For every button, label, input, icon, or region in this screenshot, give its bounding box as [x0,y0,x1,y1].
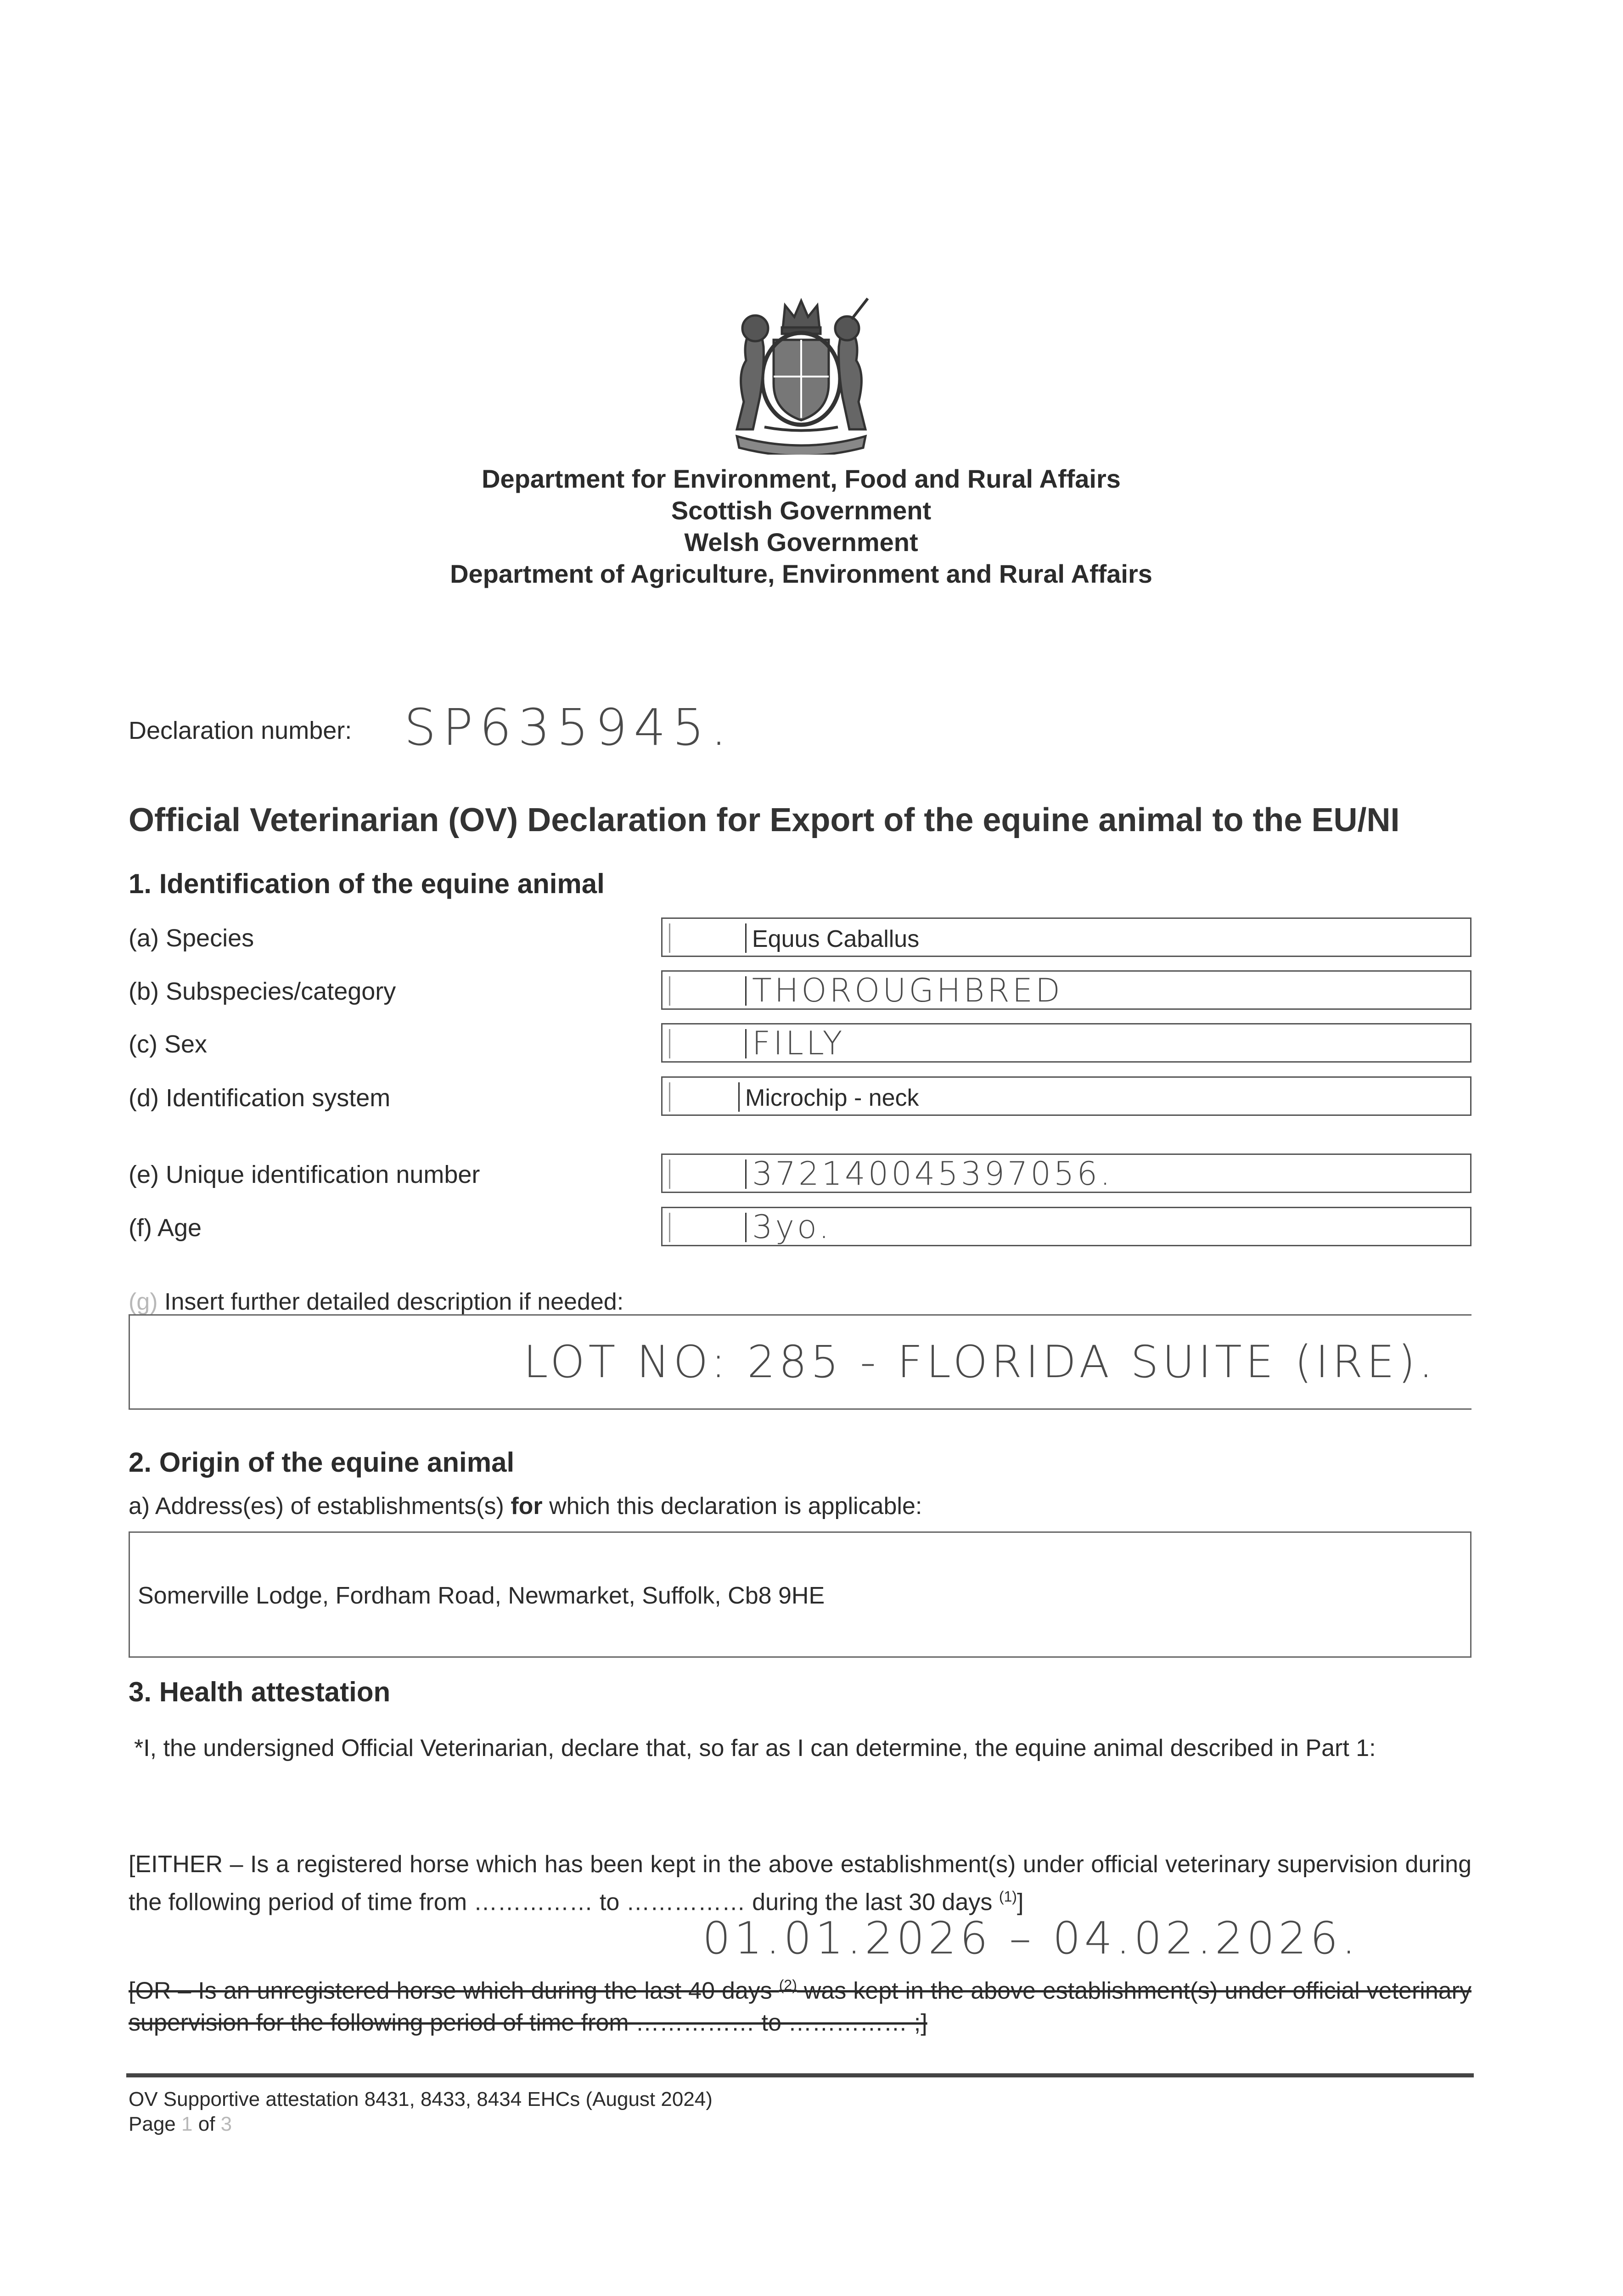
sex-field[interactable] [661,1023,1471,1063]
further-description-text: Insert further detailed description if needed: [164,1289,624,1315]
species-field[interactable] [661,917,1471,957]
declaration-number-label: Declaration number: [129,717,352,744]
footer-attestation-reference: OV Supportive attestation 8431, 8433, 8434 EHCs (August 2024) [129,2088,713,2110]
or-clause-struck: [OR – Is an unregistered horse which during the last 40 days $^{(2)}$ was kept in the above establishment(s) under official veterinary supervision for the following period of time from …………… to …………… ;] [129,1977,1471,2037]
identification-system-label: (d) Identification system [129,1084,391,1112]
further-description-prefix: (g) [129,1289,158,1315]
age-field[interactable] [661,1207,1471,1246]
section-3-heading: 3. Health attestation [129,1677,391,1707]
royal-coat-of-arms-icon [709,296,893,455]
sex-label: (c) Sex [129,1030,208,1058]
age-label: (f) Age [129,1214,202,1242]
species-value: Equus Caballus [752,926,920,952]
species-label: (a) Species [129,924,254,952]
age-value: 3yo. [752,1208,832,1246]
further-description-value: LOT NO: 285 - FLORIDA SUITE (IRE). [523,1336,1437,1388]
section-1-heading: 1. Identification of the equine animal [129,868,605,899]
subspecies-value: THOROUGHBRED [752,972,1063,1009]
establishment-address-value: Somerville Lodge, Fordham Road, Newmarket, Suffolk, Cb8 9HE [138,1582,825,1609]
unique-id-label: (e) Unique identification number [129,1161,480,1188]
subspecies-label: (b) Subspecies/category [129,978,396,1005]
health-attestation-intro: *I, the undersigned Official Veterinarian, declare that, so far as I can determine, the equine animal described in Part 1: [134,1735,1376,1761]
document-title: Official Veterinarian (OV) Declaration for Export of the equine animal to the EU/NI [129,802,1400,838]
unique-id-value: 372140045397056. [752,1155,1113,1193]
establishment-address-label: a) Address(es) of establishments(s) for which this declaration is applicable: [129,1493,922,1519]
unique-id-field[interactable] [661,1154,1471,1193]
department-daera: Department of Agriculture, Environment and Rural Affairs [450,559,1152,588]
further-description-label [129,1288,623,1316]
declaration-number-value[interactable]: SP635945. [404,698,734,757]
footer [129,2087,713,2137]
footer-divider [126,2073,1474,2077]
subspecies-field[interactable] [661,970,1471,1010]
department-defra: Department for Environment, Food and Rural Affairs [482,464,1121,493]
page-indicator: Page 1 of 3 [129,2113,232,2135]
identification-system-value: Microchip - neck [745,1085,919,1111]
identification-system-field[interactable] [661,1076,1471,1116]
department-welsh-government: Welsh Government [684,528,918,557]
section-2-heading: 2. Origin of the equine animal [129,1447,515,1478]
either-clause: [EITHER – Is a registered horse which has been kept in the above establishment(s) under official veterinary supervision during the following period of time from …………… to …………… during the last 30 days $^{(1)}$] [129,1851,1471,1916]
supervision-dates-value[interactable]: 01.01.2026 – 04.02.2026. [702,1913,1359,1964]
department-scottish-government: Scottish Government [671,496,932,525]
sex-value: FILLY [752,1024,845,1062]
